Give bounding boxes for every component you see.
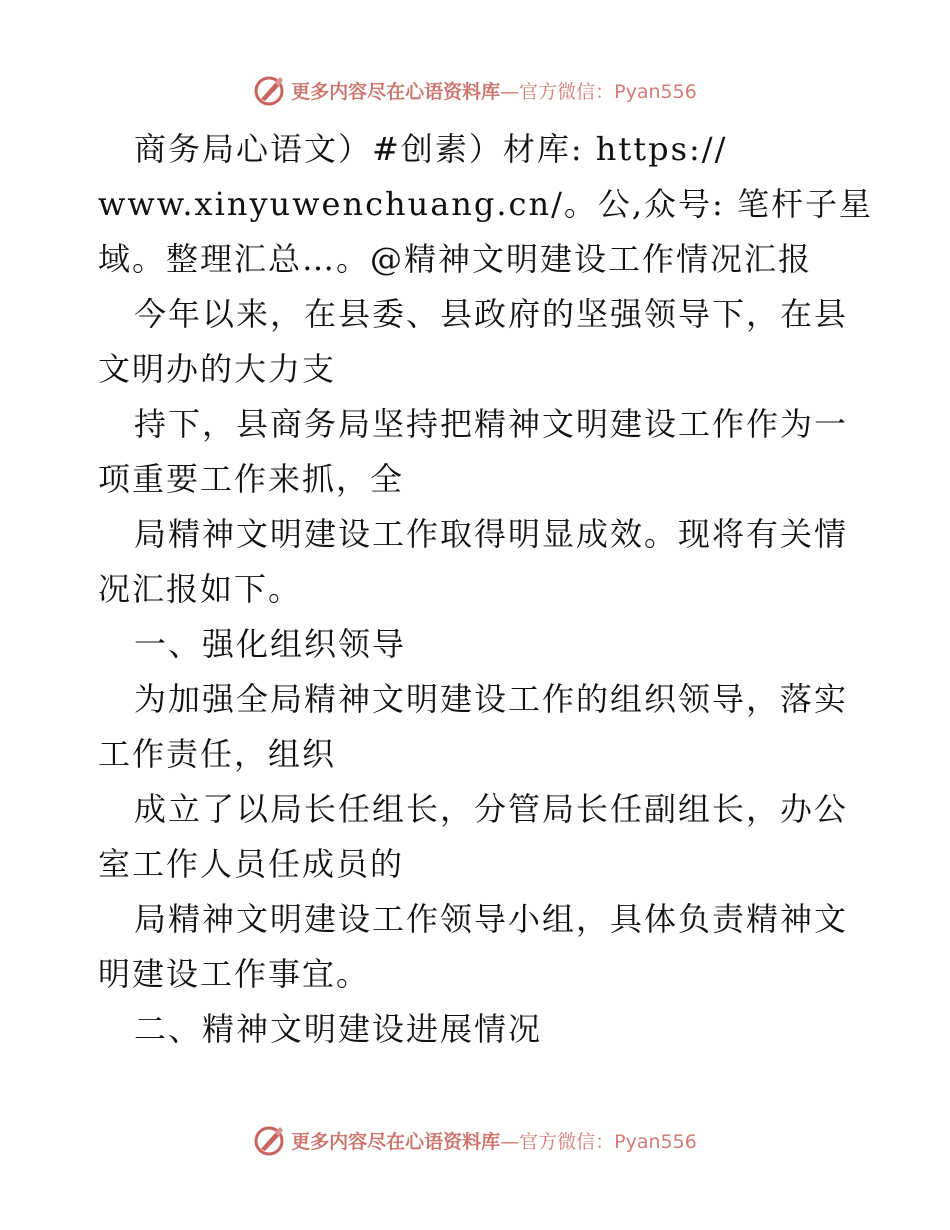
footer-brand: 更多内容尽在心语资料库	[291, 1130, 501, 1153]
section-heading: 一、强化组织领导	[134, 625, 407, 663]
body-line: 况汇报如下。	[98, 570, 303, 608]
document-body	[98, 122, 873, 1057]
body-line: 明建设工作事宜。	[98, 955, 371, 993]
body-line: 项重要工作来抓，全	[98, 460, 405, 498]
pen-logo-icon	[253, 73, 287, 107]
body-line: 为加强全局精神文明建设工作的组织领导，落实	[134, 680, 849, 718]
header-brand: 更多内容尽在心语资料库	[291, 80, 501, 103]
body-line: 持下，县商务局坚持把精神文明建设工作作为一	[134, 405, 849, 443]
header-dash: —	[500, 80, 520, 103]
body-line: 成立了以局长任组长，分管局长任副组长，办公	[134, 790, 849, 828]
header-contact: 官方微信：Pyan556	[519, 80, 697, 103]
body-line: 文明办的大力支	[98, 350, 337, 388]
body-line: 室工作人员任成员的	[98, 845, 405, 883]
footer-banner	[0, 1120, 950, 1160]
header-banner-text	[291, 77, 697, 104]
body-line: 域。整理汇总…。@精神文明建设工作情况汇报	[98, 240, 813, 278]
header-banner	[0, 70, 950, 110]
footer-dash: —	[500, 1130, 520, 1153]
pen-logo-icon	[253, 1123, 287, 1157]
body-line: 局精神文明建设工作领导小组，具体负责精神文	[134, 900, 849, 938]
footer-contact: 官方微信：Pyan556	[519, 1130, 697, 1153]
body-line: 商务局心语文）#创素）材库: https://	[134, 130, 728, 168]
body-line: www.xinyuwenchuang.cn/。公,众号: 笔杆子星	[98, 185, 873, 223]
body-line: 今年以来，在县委、县政府的坚强领导下，在县	[134, 295, 849, 333]
footer-banner-text	[291, 1127, 697, 1154]
body-line: 工作责任，组织	[98, 735, 337, 773]
body-line: 局精神文明建设工作取得明显成效。现将有关情	[134, 515, 849, 553]
section-heading: 二、精神文明建设进展情况	[134, 1010, 543, 1048]
